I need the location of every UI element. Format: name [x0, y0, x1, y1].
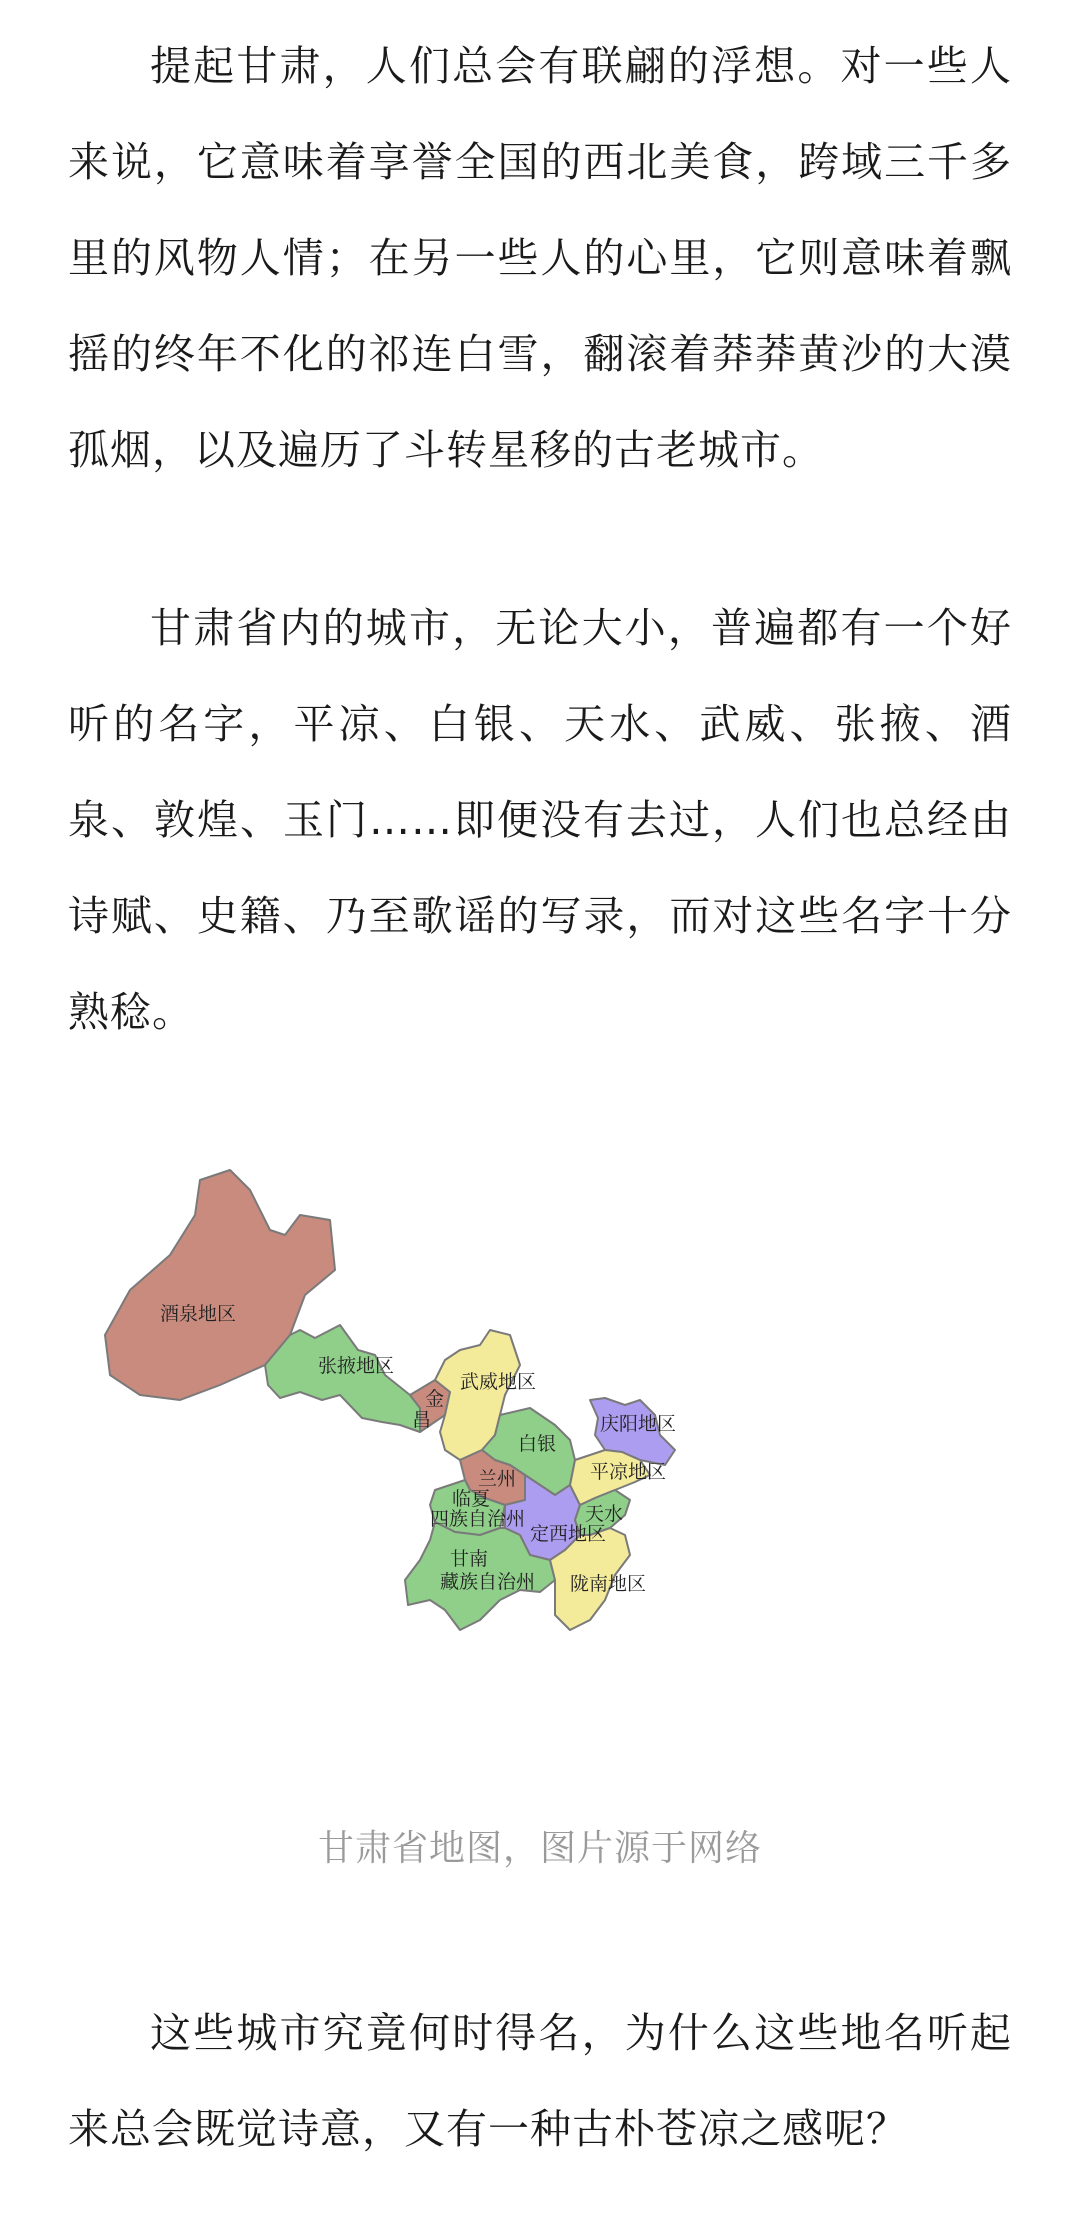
label-longnan: 陇南地区: [570, 1573, 647, 1595]
map-caption: 甘肃省地图，图片源于网络: [317, 1828, 762, 1869]
label-wuwei: 武威地区: [460, 1371, 537, 1393]
label-linxia-line1: 临夏: [452, 1488, 491, 1510]
label-gannan-line2: 藏族自治州: [440, 1571, 536, 1593]
label-dingxi: 定西地区: [530, 1523, 607, 1545]
label-pingliang: 平凉地区: [590, 1461, 667, 1483]
article-paragraph-3: 这些城市究竟何时得名，为什么这些地名听起来总会既觉诗意，又有一种古朴苍凉之感呢？: [68, 2009, 1012, 2153]
article-paragraph-2: 甘肃省内的城市，无论大小，普遍都有一个好听的名字，平凉、白银、天水、武威、张掖、酒泉、敦煌、玉门……即便没有去过，人们也总经由诗赋、史籍、乃至歌谣的写录，而对这些名字十分熟稔。: [68, 604, 1012, 1036]
label-zhangye: 张掖地区: [318, 1355, 395, 1377]
label-jiuquan: 酒泉地区: [160, 1303, 237, 1325]
label-chang: 昌: [412, 1409, 432, 1431]
gansu-map-svg: [100, 1160, 980, 1780]
label-lanzhou: 兰州: [478, 1468, 517, 1490]
article-paragraph-1: 提起甘肃，人们总会有联翩的浮想。对一些人来说，它意味着享誉全国的西北美食，跨域三千多里的风物人情；在另一些人的心里，它则意味着飘摇的终年不化的祁连白雪，翻滚着莽莽黄沙的大漠孤烟，以及遍历了斗转星移的古老城市。: [68, 42, 1012, 474]
label-baiyin: 白银: [518, 1433, 557, 1455]
region-zhangye: [265, 1325, 420, 1432]
label-tianshui: 天水: [585, 1503, 624, 1525]
label-linxia-line2: 四族自治州: [430, 1508, 526, 1530]
label-qingyang: 庆阳地区: [600, 1413, 677, 1435]
gansu-map-image: [100, 1160, 980, 1780]
label-gannan-line1: 甘南: [450, 1548, 489, 1570]
label-jin: 金: [425, 1388, 445, 1410]
